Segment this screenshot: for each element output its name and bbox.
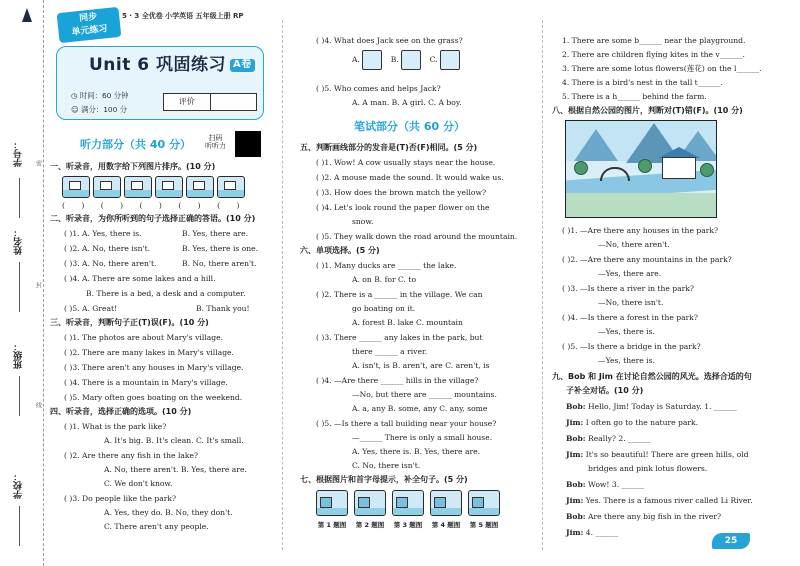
speaker: Bob: [566, 402, 586, 411]
unit-title [89, 55, 255, 76]
q7-picture-5 [468, 490, 500, 516]
q2-item-4b [86, 289, 246, 298]
q5-title: 五、判断画线部分的发音是(T)否(F)相同。(5 分) [300, 143, 478, 152]
q8-item-3-answer: —No, there isn't. [598, 298, 664, 307]
q4-item-2-options: A. No, there aren't. B. Yes, there are. [104, 465, 247, 474]
sync-badge-text: 同步 单元练习 [71, 12, 109, 38]
dialogue-text: Hello, Jim! Today is Saturday. 1. ______ [588, 402, 737, 411]
tree-icon [638, 159, 652, 173]
score-box-label: 评价 [164, 94, 211, 110]
q6-item-5-cont: —______ There is only a small house. [352, 433, 493, 442]
q8-title: 八、根据自然公园的图片，判断对(T)错(F)。(10 分) [552, 106, 743, 115]
unit-title-text: Unit 6 巩固练习 [89, 55, 227, 75]
score-box [163, 93, 257, 111]
q7-caption: 第 4 题图 [431, 521, 461, 529]
q9-title-cont: 子补全对话。(10 分) [566, 386, 644, 395]
q6-item-1-options: A. on B. for C. to [352, 275, 417, 284]
q4-item-2-option-c: C. We don't know. [104, 479, 173, 488]
binding-margin [0, 0, 44, 566]
seal-mark-1: 密 [34, 160, 42, 166]
q7-sentence-1[interactable]: 1. There are some b______ near the playground. [562, 36, 746, 45]
q3-item-3[interactable]: ( )3. There aren't any houses in Mary's village. [64, 363, 244, 372]
seal-mark-3: 线 [34, 402, 42, 408]
series-header: 5 · 3 全优卷 小学英语 五年级上册 RP [122, 12, 244, 20]
option-b-label: B. [390, 55, 399, 64]
q6-item-2-cont: go boating on it. [352, 304, 416, 313]
q1-picture-6 [217, 176, 245, 198]
q2-item-b: B. Yes, there is one. [182, 244, 259, 253]
student-id-line [19, 178, 20, 218]
q4-item-3-options: A. Yes, they do. B. No, they don't. [104, 508, 233, 517]
option-c-label: C. [429, 55, 438, 64]
q2-item-2[interactable] [64, 244, 259, 253]
option-a-label: A. [352, 55, 360, 64]
q4-item-3-option-c: C. There aren't any people. [104, 522, 209, 531]
q5-item-3[interactable]: ( )3. How does the brown match the yellow? [316, 188, 487, 197]
q2-item-a: ( )3. A. No, there aren't. [64, 259, 157, 268]
q6-item-3-cont: there ______ a river. [352, 347, 428, 356]
q6-item-4-options: A. a, any B. some, any C. any, some [352, 404, 488, 413]
name-label: 姓名： [14, 228, 24, 255]
q6-item-5-options: A. Yes, there is. B. Yes, there are. [352, 447, 481, 456]
page-number: 25 [712, 533, 750, 549]
speaker: Jim: [566, 496, 584, 505]
q2-item-4[interactable] [64, 274, 216, 283]
q2-item-3[interactable] [64, 259, 257, 268]
q1-picture-5 [186, 176, 214, 198]
q8-item-4-answer: —Yes, there is. [598, 327, 655, 336]
q8-item-3[interactable]: ( )3. —Is there a river in the park? [562, 284, 694, 293]
class-label: 班级： [14, 342, 24, 369]
q6-item-5[interactable]: ( )5. —Is there a tall building near your house? [316, 419, 497, 428]
score-info: ☺ 满分：100 分 [71, 105, 128, 114]
speaker: Bob: [566, 480, 586, 489]
speaker: Bob: [566, 512, 586, 521]
tree-icon [700, 163, 714, 177]
dialogue-line-2 [566, 418, 698, 427]
speaker: Jim: [566, 450, 584, 459]
sync-badge [57, 7, 122, 43]
q1-blank[interactable]: ( ) [217, 201, 240, 210]
q7-caption: 第 3 题图 [393, 521, 423, 529]
q7-sentence-2[interactable]: 2. There are children flying kites in the v______. [562, 50, 745, 59]
q6-item-4[interactable]: ( )4. —Are there ______ hills in the village? [316, 376, 479, 385]
listening-section-title: 听力部分（共 40 分） [80, 138, 191, 151]
column-divider-2 [542, 20, 543, 550]
q2-item-a: ( )1. A. Yes, there is. [64, 229, 142, 238]
written-section-title: 笔试部分（共 60 分） [354, 120, 465, 133]
unit-title-box [56, 46, 264, 120]
q2-item-b: B. There is a bed, a desk and a computer. [86, 289, 246, 298]
dialogue-text: 4. ______ [585, 528, 619, 537]
q1-blank[interactable]: ( ) [62, 201, 85, 210]
dialogue-text: Yes. There is a famous river called Li River. [585, 496, 753, 505]
dialogue-text: I often go to the nature park. [585, 418, 699, 427]
dialogue-line-5[interactable] [566, 480, 644, 489]
unit-badge: A卷 [230, 59, 255, 72]
dialogue-line-6 [566, 496, 753, 505]
dialogue-line-3[interactable] [566, 434, 651, 443]
q7-sentence-5[interactable]: 5. There is a h______ behind the farm. [562, 92, 707, 101]
q7-picture-2 [354, 490, 386, 516]
name-line [19, 262, 20, 312]
q2-item-a: ( )5. A. Great! [64, 304, 118, 313]
q6-item-3-options: A. isn't, is B. aren't, are C. aren't, is [352, 361, 490, 370]
q4-item-5-options: A. A man. B. A girl. C. A boy. [352, 98, 462, 107]
time-text: 时间：60 分钟 [79, 91, 129, 100]
q4-item-1-options: A. It's big. B. It's clean. C. It's small. [104, 436, 244, 445]
q2-item-b: B. No, there aren't. [182, 259, 257, 268]
fish-icon [440, 50, 460, 70]
q6-item-5-option-c: C. No, there isn't. [352, 461, 421, 470]
speaker: Jim: [566, 528, 584, 537]
q2-title: 二、听录音，为你所听到的句子选择正确的答语。(10 分) [50, 214, 256, 223]
q8-item-2[interactable]: ( )2. —Are there any mountains in the park? [562, 255, 732, 264]
box-icon [401, 50, 421, 70]
q8-item-1-answer: —No, there aren't. [598, 240, 670, 249]
student-id-label: 学号： [14, 140, 24, 167]
q8-item-5-answer: —Yes, there is. [598, 356, 655, 365]
q1-pictures [62, 176, 245, 198]
q7-picture-1 [316, 490, 348, 516]
tree-icon [574, 161, 588, 175]
q5-item-2[interactable]: ( )2. A mouse made the sound. It would wake us. [316, 173, 504, 182]
dialogue-line-4 [566, 450, 749, 459]
q6-item-1[interactable]: ( )1. Many ducks are ______ the lake. [316, 261, 457, 270]
q1-blank[interactable]: ( ) [178, 201, 201, 210]
q3-item-5[interactable]: ( )5. Mary often goes boating on the weekend. [64, 393, 243, 402]
dialogue-text: bridges and pink lotus flowers. [588, 464, 708, 473]
score-box-value [211, 94, 257, 110]
q4-item-1[interactable]: ( )1. What is the park like? [64, 422, 167, 431]
q7-picture-4 [430, 490, 462, 516]
q1-blank[interactable]: ( ) [100, 201, 124, 210]
q6-item-4-cont: —No, but there are ______ mountains. [352, 390, 497, 399]
time-info: ◷ 时间：60 分钟 [71, 91, 129, 100]
speaker: Jim: [566, 418, 584, 427]
q7-sentence-4[interactable]: 4. There is a bird's nest in the tall t______. [562, 78, 723, 87]
score-text: 满分：100 分 [81, 105, 128, 114]
q7-picture-3 [392, 490, 424, 516]
q2-item-a: ( )4. A. There are some lakes and a hill. [64, 274, 216, 283]
q1-blank[interactable]: ( ) [139, 201, 162, 210]
q8-item-4[interactable]: ( )4. —Is there a forest in the park? [562, 313, 698, 322]
q1-picture-4 [155, 176, 183, 198]
nature-park-illustration [565, 120, 717, 218]
q4-title: 四、听录音，选择正确的选项。(10 分) [50, 407, 192, 416]
bridge-icon [600, 167, 630, 181]
q4-item-2[interactable]: ( )2. Are there any fish in the lake? [64, 451, 199, 460]
q6-title: 六、单项选择。(5 分) [300, 246, 380, 255]
q7-title: 七、根据图片和首字母提示，补全句子。(5 分) [300, 475, 468, 484]
q3-item-2[interactable]: ( )2. There are many lakes in Mary's village. [64, 348, 234, 357]
q1-picture-1 [62, 176, 90, 198]
q4-item-5[interactable]: ( )5. Who comes and helps Jack? [316, 84, 441, 93]
q2-item-b: B. Yes, there are. [182, 229, 249, 238]
q6-item-3[interactable]: ( )3. There ______ any lakes in the park, but [316, 333, 483, 342]
q5-item-4[interactable]: ( )4. Let's look round the paper flower on the [316, 203, 490, 212]
dialogue-line-7 [566, 512, 721, 521]
q7-captions [313, 521, 503, 529]
q2-item-a: ( )2. A. No, there isn't. [64, 244, 151, 253]
dialogue-text: Wow! 3. ______ [588, 480, 645, 489]
q2-item-1[interactable] [64, 229, 249, 238]
class-line [19, 376, 20, 416]
q2-item-b: B. Thank you! [196, 304, 250, 313]
q1-picture-3 [124, 176, 152, 198]
rocket-icon [22, 8, 32, 22]
q3-item-1[interactable]: ( )1. The photos are about Mary's village. [64, 333, 223, 342]
q9-title: 九、Bob 和 Jim 在讨论自然公园的风光。选择合适的句 [552, 372, 752, 381]
dialogue-text: Are there any big fish in the river? [588, 512, 722, 521]
dialogue-text: Really? 2. ______ [588, 434, 651, 443]
q8-item-2-answer: —Yes, there are. [598, 269, 662, 278]
q6-item-2-options: A. forest B. lake C. mountain [352, 318, 463, 327]
house-icon [662, 157, 696, 179]
q7-pictures [316, 490, 500, 516]
dialogue-text: It's so beautiful! There are green hills, old [585, 450, 749, 459]
q4-item-4[interactable]: ( )4. What does Jack see on the grass? [316, 36, 463, 45]
school-line [19, 506, 20, 546]
q7-caption: 第 5 题图 [469, 521, 499, 529]
qr-label: 扫码 听听力 [205, 134, 226, 150]
q4-item-3[interactable]: ( )3. Do people like the park? [64, 494, 177, 503]
seal-mark-2: 封 [34, 282, 42, 288]
q5-item-1[interactable]: ( )1. Wow! A cow usually stays near the house. [316, 158, 496, 167]
q7-caption: 第 2 题图 [355, 521, 385, 529]
column-divider-1 [282, 20, 283, 550]
q1-blanks[interactable] [62, 201, 239, 210]
q6-item-2[interactable]: ( )2. There is a ______ in the village. We can [316, 290, 483, 299]
q2-item-5[interactable] [64, 304, 250, 313]
speaker: Bob: [566, 434, 586, 443]
dialogue-line-4-cont [588, 464, 707, 473]
q8-item-5[interactable]: ( )5. —Is there a bridge in the park? [562, 342, 701, 351]
q5-item-5[interactable]: ( )5. They walk down the road around the mountain. [316, 232, 518, 241]
q4-item-4-options [352, 50, 466, 70]
q8-item-1[interactable]: ( )1. —Are there any houses in the park? [562, 226, 719, 235]
school-label: 学校： [14, 472, 24, 499]
q1-picture-2 [93, 176, 121, 198]
bottle-icon [362, 50, 382, 70]
q5-item-4-cont: snow. [352, 217, 374, 226]
dialogue-line-8[interactable] [566, 528, 618, 537]
qr-code-icon[interactable] [235, 131, 261, 157]
q7-sentence-3[interactable]: 3. There are some lotus flowers(莲花) on the l______. [562, 64, 762, 73]
q7-caption: 第 1 题图 [317, 521, 347, 529]
q3-title: 三、听录音，判断句子正(T)误(F)。(10 分) [50, 318, 209, 327]
q3-item-4[interactable]: ( )4. There is a mountain in Mary's village. [64, 378, 228, 387]
q1-title: 一、听录音，用数字给下列图片排序。(10 分) [50, 162, 216, 171]
dialogue-line-1[interactable] [566, 402, 737, 411]
